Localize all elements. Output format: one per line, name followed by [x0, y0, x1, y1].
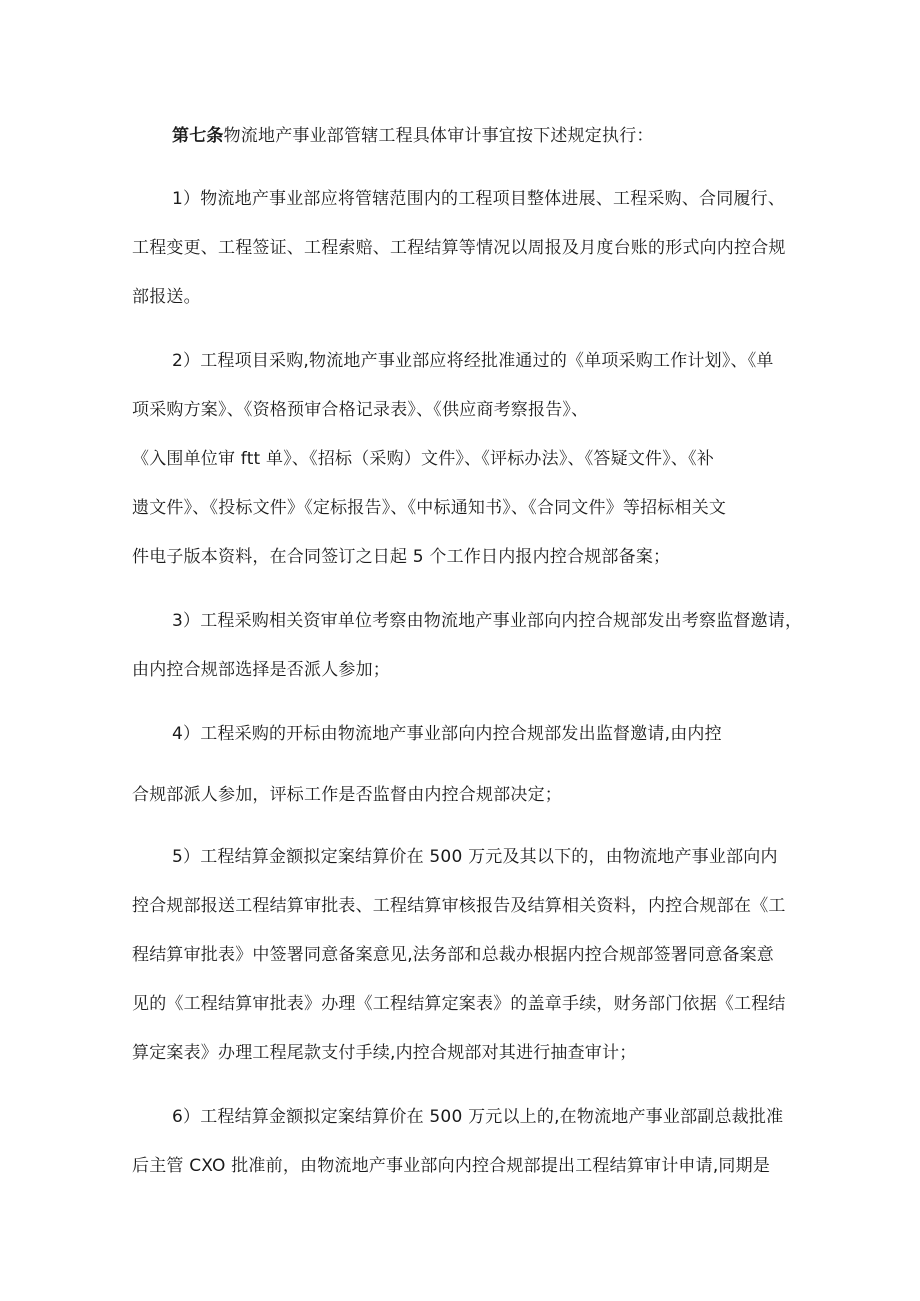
article-number: 第七条 — [172, 126, 224, 146]
item-1-line-1: 1）物流地产事业部应将管辖范围内的工程项目整体进展、工程采购、合同履行、 — [172, 189, 786, 209]
item-2-line-2: 项采购方案》、《资格预审合格记录表》、《供应商考察报告》、 — [132, 400, 589, 420]
item-2-line-3: 《入围单位审 ftt 单》、《招标（采购）文件》、《评标办法》、《答疑文件》、《补 — [132, 449, 715, 469]
item-2-line-5: 件电子版本资料，在合同签订之日起 5 个工作日内报内控合规部备案； — [132, 547, 671, 567]
article-intro: 物流地产事业部管辖工程具体审计事宜按下述规定执行： — [223, 126, 654, 146]
item-4-line-1: 4）工程采购的开标由物流地产事业部向内控合规部发出监督邀请,由内控 — [172, 724, 722, 744]
item-5-line-5: 算定案表》办理工程尾款支付手续,内控合规部对其进行抽查审计； — [132, 1043, 637, 1063]
item-4-line-2: 合规部派人参加，评标工作是否监督由内控合规部决定； — [132, 785, 562, 805]
item-6-line-2: 后主管 CXO 批准前，由物流地产事业部向内控合规部提出工程结算审计申请,同期是 — [132, 1156, 771, 1176]
item-1-line-3: 部报送。 — [132, 287, 201, 307]
item-2-line-1: 2）工程项目采购,物流地产事业部应将经批准通过的《单项采购工作计划》、《单 — [172, 351, 774, 371]
item-3-line-1: 3）工程采购相关资审单位考察由物流地产事业部向内控合规部发出考察监督邀请， — [172, 611, 803, 631]
item-3-line-2: 由内控合规部选择是否派人参加； — [132, 660, 390, 680]
item-1-line-2: 工程变更、工程签证、工程索赔、工程结算等情况以周报及月度台账的形式向内控合规 — [132, 238, 786, 258]
item-6-line-1: 6）工程结算金额拟定案结算价在 500 万元以上的,在物流地产事业部副总裁批准 — [172, 1107, 784, 1127]
article-heading-line — [172, 124, 654, 148]
item-5-line-3: 程结算审批表》中签署同意备案意见,法务部和总裁办根据内控合规部签署同意备案意 — [132, 945, 775, 965]
item-5-line-1: 5）工程结算金额拟定案结算价在 500 万元及其以下的，由物流地产事业部向内 — [172, 847, 778, 867]
item-5-line-4: 见的《工程结算审批表》办理《工程结算定案表》的盖章手续，财务部门依据《工程结 — [132, 994, 786, 1014]
item-5-line-2: 控合规部报送工程结算审批表、工程结算审核报告及结算相关资料，内控合规部在《工 — [132, 896, 786, 916]
item-2-line-4: 遗文件》、《投标文件》《定标报告》、《中标通知书》、《合同文件》等招标相关文 — [132, 498, 727, 518]
